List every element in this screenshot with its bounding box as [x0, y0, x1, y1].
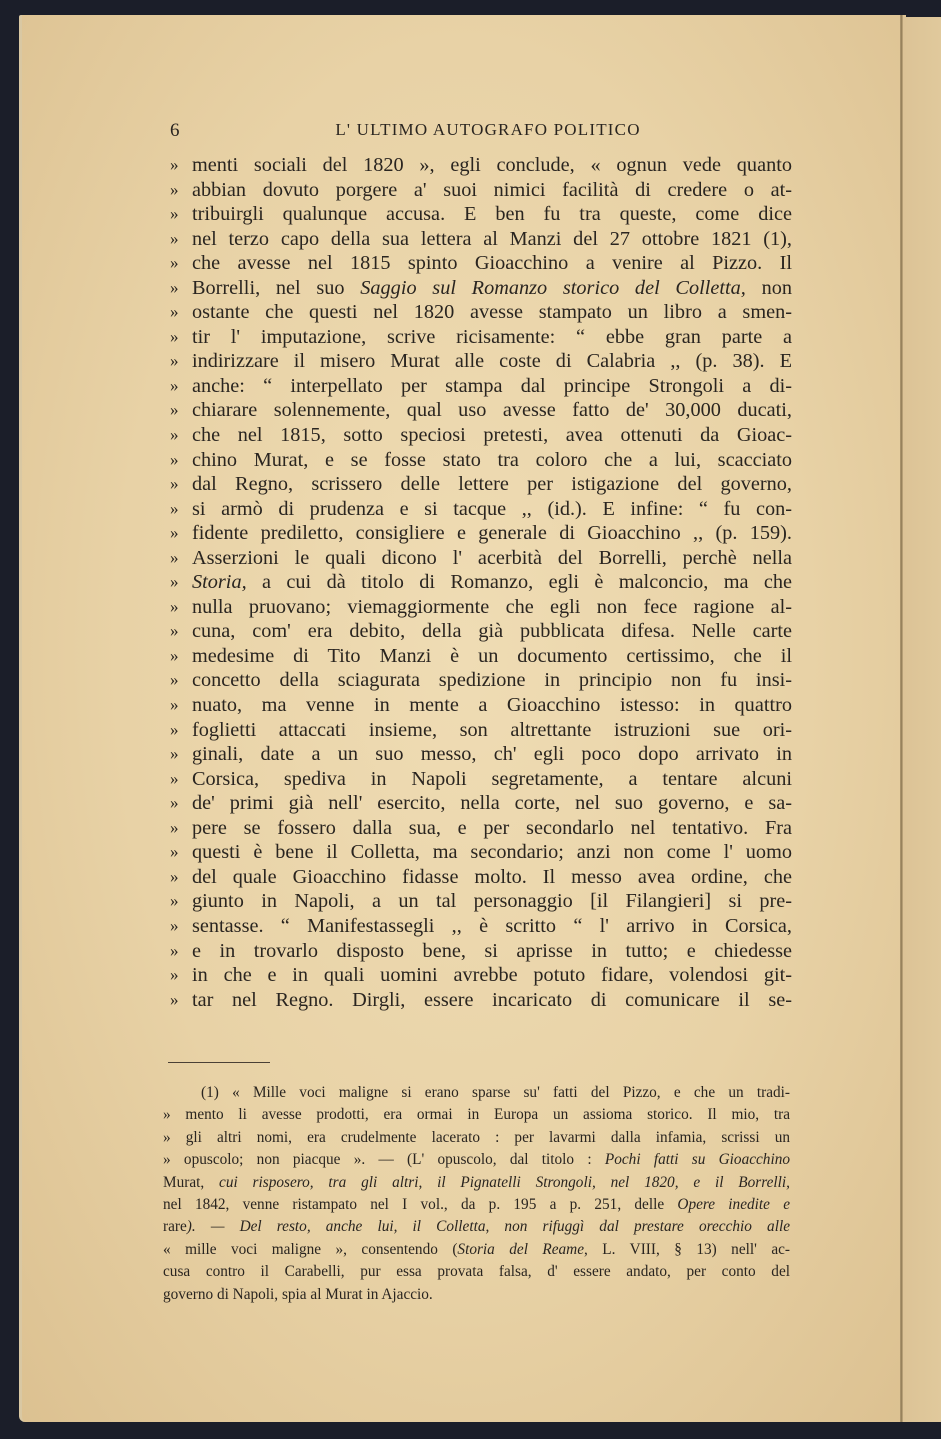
- footnote-line: Murat, cui risposero, tra gli altri, il Pignatelli Strongoli, nel 1820, e il Borrelli,: [163, 1173, 790, 1191]
- quote-mark: »: [170, 719, 179, 739]
- quote-mark: »: [170, 940, 179, 960]
- footnote: [163, 1082, 790, 1306]
- quote-mark: »: [170, 449, 179, 469]
- text-line: [170, 914, 792, 939]
- next-page-edge: [903, 17, 941, 1422]
- footnote-separator: [168, 1062, 270, 1063]
- quote-mark: »: [170, 523, 179, 543]
- footnote-line: » gli altri nomi, era crudelmente lacerato : per lavarmi dalla infamia, scrissi un: [163, 1128, 790, 1146]
- quote-mark: »: [170, 891, 179, 911]
- page-header: [170, 120, 790, 146]
- line-text: e in trovarlo disposto bene, si aprisse in tutto; e chiedesse: [192, 939, 792, 962]
- quote-mark: »: [170, 425, 179, 445]
- quote-mark: »: [170, 302, 179, 322]
- running-title: L' ULTIMO AUTOGRAFO POLITICO: [335, 120, 641, 139]
- text-line: [170, 619, 792, 644]
- quote-mark: »: [170, 474, 179, 494]
- text-line: [170, 791, 792, 816]
- quote-mark: »: [170, 989, 179, 1009]
- quote-mark: »: [170, 768, 179, 788]
- text-line: [170, 423, 792, 448]
- text-line: [170, 497, 792, 522]
- text-line: [170, 668, 792, 693]
- text-line: [170, 227, 792, 252]
- text-line: [170, 178, 792, 203]
- quote-mark: »: [170, 621, 179, 641]
- page-number: 6: [170, 120, 180, 141]
- text-line: [170, 742, 792, 767]
- text-line: [170, 202, 792, 227]
- quote-mark: »: [170, 204, 179, 224]
- line-text: tribuirgli qualunque accusa. E ben fu tra queste, come dice: [192, 203, 792, 226]
- line-text: abbian dovuto porgere a' suoi nimici facilità di credere o at-: [192, 178, 792, 201]
- footnote-line: « mille voci maligne », consentendo (Storia del Reame, L. VIII, § 13) nell' ac-: [163, 1240, 790, 1258]
- quote-mark: »: [170, 793, 179, 813]
- line-text: menti sociali del 1820 », egli conclude, « ognun vede quanto: [192, 154, 792, 176]
- quote-mark: »: [170, 572, 179, 592]
- line-text: nel terzo capo della sua lettera al Manzi del 27 ottobre 1821 (1),: [192, 227, 792, 250]
- text-line: [170, 644, 792, 669]
- text-line: [170, 398, 792, 423]
- line-text: indirizzare il misero Murat alle coste di Calabria ,, (p. 38). E: [192, 350, 792, 373]
- quote-mark: »: [170, 744, 179, 764]
- text-line: [170, 349, 792, 374]
- quote-mark: »: [170, 695, 179, 715]
- line-text: chiarare solennemente, qual uso avesse fatto de' 30,000 ducati,: [192, 399, 792, 422]
- text-line: [170, 472, 792, 497]
- quote-mark: »: [170, 965, 179, 985]
- quote-mark: »: [170, 866, 179, 886]
- body-text: [170, 153, 792, 1012]
- line-text: de' primi già nell' esercito, nella corte, nel suo governo, e sa-: [192, 792, 792, 815]
- quote-mark: »: [170, 400, 179, 420]
- footnote-line: » mento li avesse prodotti, era ormai in Europa un assioma storico. Il mio, tra: [163, 1106, 790, 1124]
- line-text: medesime di Tito Manzi è un documento certissimo, che il: [192, 644, 792, 667]
- text-line: [170, 693, 792, 718]
- line-text: fidente prediletto, consigliere e generale di Gioacchino ,, (p. 159).: [192, 522, 792, 545]
- line-text: Borrelli, nel suo Saggio sul Romanzo storico del Colletta, non: [192, 276, 792, 299]
- text-line: [170, 840, 792, 865]
- text-line: [170, 988, 792, 1013]
- quote-mark: »: [170, 326, 179, 346]
- line-text: cuna, com' era debito, della già pubblicata difesa. Nelle carte: [192, 620, 792, 643]
- quote-mark: »: [170, 228, 179, 248]
- line-text: nuato, ma venne in mente a Gioacchino istesso: in quattro: [192, 694, 792, 717]
- line-text: chino Murat, e se fosse stato tra coloro che a lui, scacciato: [192, 448, 792, 471]
- text-line: [170, 521, 792, 546]
- line-text: nulla pruovano; viemaggiormente che egli non fece ragione al-: [192, 595, 792, 618]
- quote-mark: »: [170, 915, 179, 935]
- text-line: [170, 595, 792, 620]
- line-text: giunto in Napoli, a un tal personaggio [il Filangieri] si pre-: [192, 890, 792, 913]
- line-text: si armò di prudenza e si tacque ,, (id.). E infine: “ fu con-: [192, 497, 792, 520]
- line-text: che nel 1815, sotto speciosi pretesti, avea ottenuti da Gioac-: [192, 424, 792, 447]
- quote-mark: »: [170, 155, 179, 174]
- footnote-line: » opuscolo; non piacque ». — (L' opuscolo, dal titolo : Pochi fatti su Gioacchino: [163, 1151, 791, 1169]
- quote-mark: »: [170, 351, 179, 371]
- line-text: questi è bene il Colletta, ma secondario; anzi non come l' uomo: [192, 841, 792, 864]
- line-text: Asserzioni le quali dicono l' acerbità del Borrelli, perchè nella: [192, 546, 792, 569]
- line-text: Storia, a cui dà titolo di Romanzo, egli è malconcio, ma che: [192, 571, 792, 594]
- footnote-line: governo di Napoli, spia al Murat in Ajaccio.: [163, 1285, 433, 1303]
- quote-mark: »: [170, 179, 179, 199]
- line-text: pere se fossero dalla sua, e per secondarlo nel tentativo. Fra: [192, 816, 792, 839]
- text-line: [170, 865, 792, 890]
- line-text: tir l' imputazione, scrive ricisamente: “ ebbe gran parte a: [192, 325, 792, 348]
- quote-mark: »: [170, 596, 179, 616]
- text-line: [170, 570, 792, 595]
- quote-mark: »: [170, 645, 179, 665]
- quote-mark: »: [170, 547, 179, 567]
- footnote-line: nel 1842, venne ristampato nel I vol., da p. 195 a p. 251, delle Opere inedite e: [163, 1195, 790, 1213]
- text-line: [170, 325, 792, 350]
- text-line: [170, 889, 792, 914]
- line-text: sentasse. “ Manifestassegli ,, è scritto “ l' arrivo in Corsica,: [192, 914, 792, 937]
- line-text: ginali, date a un suo messo, ch' egli poco dopo arrivato in: [192, 743, 792, 766]
- text-line: [170, 448, 792, 473]
- line-text: del quale Gioacchino fidasse molto. Il messo avea ordine, che: [192, 865, 792, 888]
- line-text: tar nel Regno. Dirgli, essere incaricato di comunicare il se-: [192, 988, 792, 1011]
- text-line: [170, 546, 792, 571]
- line-text: dal Regno, scrissero delle lettere per istigazione del governo,: [192, 473, 792, 496]
- quote-mark: »: [170, 817, 179, 837]
- quote-mark: »: [170, 498, 179, 518]
- quote-mark: »: [170, 277, 179, 297]
- line-text: Corsica, spediva in Napoli segretamente, a tentare alcuni: [192, 767, 792, 790]
- quote-mark: »: [170, 253, 179, 273]
- quote-mark: »: [170, 375, 179, 395]
- text-line: [170, 276, 792, 301]
- quote-mark: »: [170, 670, 179, 690]
- line-text: anche: “ interpellato per stampa dal principe Strongoli a di-: [192, 374, 792, 397]
- text-line: [170, 816, 792, 841]
- text-line: [170, 718, 792, 743]
- line-text: ostante che questi nel 1820 avesse stampato un libro a smen-: [192, 301, 792, 324]
- text-line: [170, 251, 792, 276]
- footnote-line: rare). — Del resto, anche lui, il Colletta, non rifuggì dal prestare orecchio alle: [163, 1218, 790, 1236]
- footnote-line: (1) « Mille voci maligne si erano sparse su' fatti del Pizzo, e che un tradi-: [201, 1084, 790, 1101]
- line-text: concetto della sciagurata spedizione in principio non fu insi-: [192, 669, 792, 692]
- text-line: [170, 300, 792, 325]
- quote-mark: »: [170, 842, 179, 862]
- text-line: [170, 767, 792, 792]
- text-line: [170, 153, 792, 178]
- text-line: [170, 939, 792, 964]
- line-text: in che e in quali uomini avrebbe potuto fidare, volendosi git-: [192, 964, 792, 987]
- line-text: che avesse nel 1815 spinto Gioacchino a venire al Pizzo. Il: [192, 252, 792, 275]
- text-line: [170, 963, 792, 988]
- line-text: foglietti attaccati insieme, son altrettante istruzioni sue ori-: [192, 718, 792, 741]
- text-line: [170, 374, 792, 399]
- footnote-line: cusa contro il Carabelli, pur essa provata falsa, d' essere andato, per conto del: [163, 1263, 790, 1281]
